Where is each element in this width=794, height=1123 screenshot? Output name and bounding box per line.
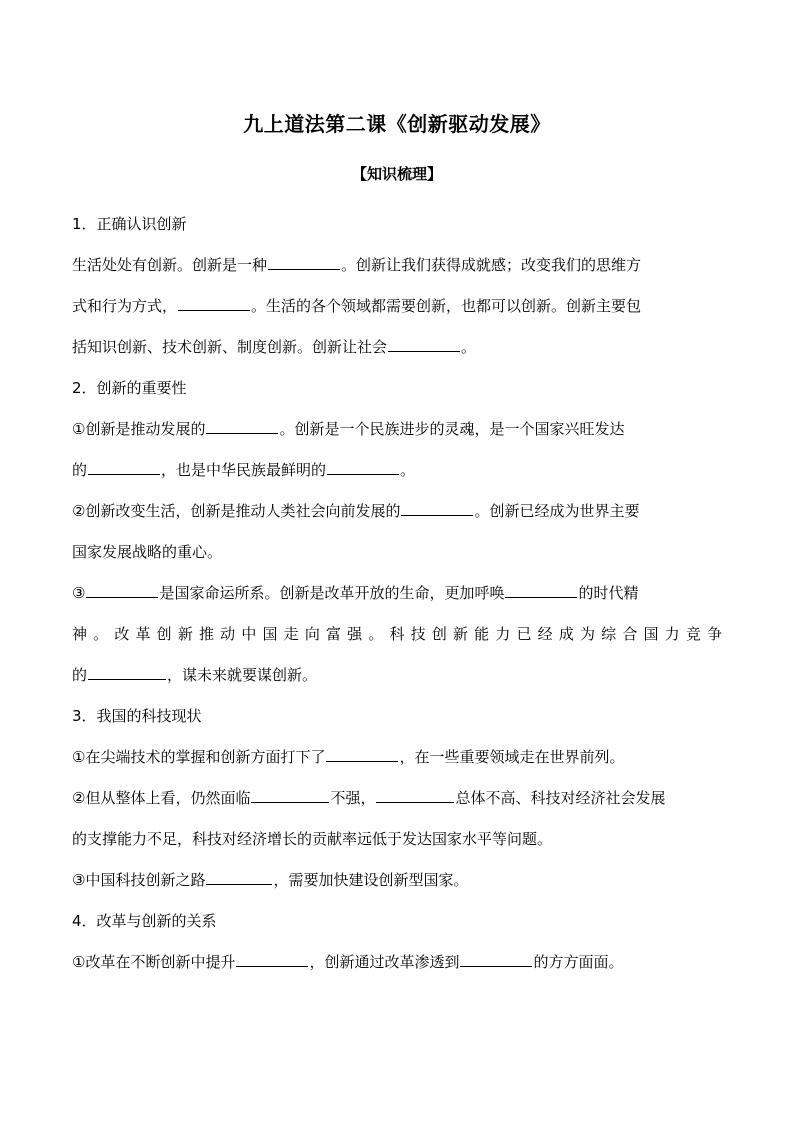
fill-blank[interactable] [88,459,160,475]
section-4-heading: 4．改革与创新的关系 [72,912,217,930]
paragraph-line: ②创新改变生活，创新是推动人类社会向前发展的 。创新已经成为世界主要 [72,502,640,520]
fill-blank[interactable] [401,500,473,516]
fill-blank[interactable] [88,664,166,680]
fill-blank[interactable] [268,254,340,270]
paragraph-line: 国家发展战略的重心。 [72,543,223,561]
section-3-heading: 3．我国的科技现状 [72,707,202,725]
fill-blank[interactable] [460,951,532,967]
paragraph-line: ②但从整体上看，仍然面临 不强， 总体不高、科技对经济社会发展 [72,789,666,807]
paragraph-line: 的 ，也是中华民族最鲜明的 。 [72,461,416,479]
fill-blank[interactable] [505,582,577,598]
paragraph-line: 括知识创新、技术创新、制度创新。创新让社会 。 [72,338,477,356]
paragraph-line: 式和行为方式， 。生活的各个领域都需要创新，也都可以创新。创新主要包 [72,297,642,315]
fill-blank[interactable] [327,459,399,475]
paragraph-line: ③中国科技创新之路 ，需要加快建设创新型国家。 [72,871,469,889]
fill-blank[interactable] [376,787,454,803]
fill-blank[interactable] [236,951,308,967]
fill-blank[interactable] [326,746,398,762]
paragraph-line: ①在尖端技术的掌握和创新方面打下了 ，在一些重要领域走在世界前列。 [72,748,625,766]
fill-blank[interactable] [388,336,460,352]
fill-blank[interactable] [206,869,272,885]
document-body [72,212,722,991]
page-title: 九上道法第二课《创新驱动发展》 [243,112,551,136]
paragraph-line: 的 ，谋未来就要谋创新。 [72,666,318,684]
section-2-heading: 2．创新的重要性 [72,379,187,397]
paragraph-line: 生活处处有创新。创新是一种 。创新让我们获得成就感；改变我们的思维方 [72,256,642,274]
fill-blank[interactable] [206,418,278,434]
fill-blank[interactable] [178,295,250,311]
section-subtitle: 【知识梳理】 [351,165,442,183]
paragraph-line: ①改革在不断创新中提升 ，创新通过改革渗透到 的方方面面。 [72,953,624,971]
paragraph-line: 神。改革创新推动中国走向富强。科技创新能力已经成为综合国力竞争 [72,625,722,643]
paragraph-line: 的支撑能力不足，科技对经济增长的贡献率远低于发达国家水平等问题。 [72,830,553,848]
fill-blank[interactable] [86,582,158,598]
section-1-heading: 1．正确认识创新 [72,215,187,233]
paragraph-line: ③ 是国家命运所系。创新是改革开放的生命，更加呼唤 的时代精 [72,584,639,602]
paragraph-line: ①创新是推动发展的 。创新是一个民族进步的灵魂，是一个国家兴旺发达 [72,420,625,438]
fill-blank[interactable] [251,787,329,803]
